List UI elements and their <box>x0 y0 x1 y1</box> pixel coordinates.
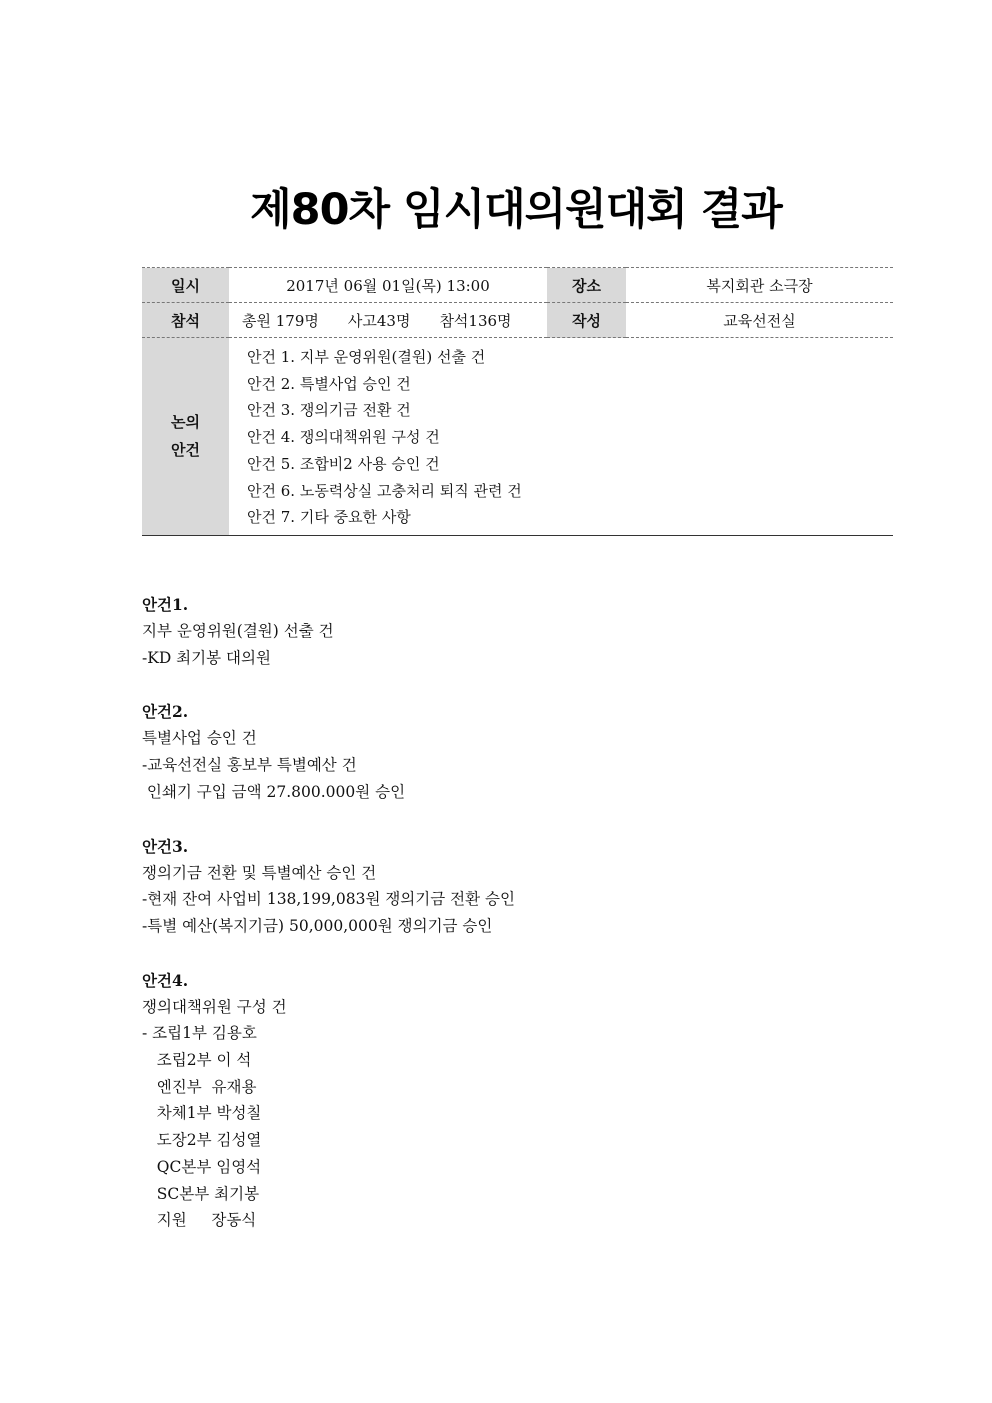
section-heading: 안건2. <box>142 702 189 722</box>
section-line: - 조립1부 김용호 <box>142 1024 257 1043</box>
section-line: 지원 장동식 <box>142 1211 257 1230</box>
agenda-item: 안건 1. 지부 운영위원(결원) 선출 건 <box>247 348 486 366</box>
attend-value <box>229 303 547 338</box>
attend-absent: 사고43명 <box>347 311 411 330</box>
section-line: -특별 예산(복지기금) 50,000,000원 쟁의기금 승인 <box>142 916 493 935</box>
section-agenda-1 <box>142 591 902 671</box>
section-agenda-3 <box>142 833 902 940</box>
section-agenda-4 <box>142 967 902 1234</box>
section-line: 쟁의기금 전환 및 특별예산 승인 건 <box>142 863 377 882</box>
agenda-item: 안건 6. 노동력상실 고충처리 퇴직 관련 건 <box>247 481 522 500</box>
place-label: 장소 <box>547 268 626 303</box>
attend-present: 참석136명 <box>439 311 512 330</box>
date-value: 2017년 06월 01일(목) 13:00 <box>229 268 547 303</box>
section-line: 도장2부 김성열 <box>142 1131 262 1150</box>
section-line: -교육선전실 홍보부 특별예산 건 <box>142 756 357 775</box>
date-label: 일시 <box>142 268 229 303</box>
section-heading: 안건3. <box>142 836 189 856</box>
section-line: -현재 잔여 사업비 138,199,083원 쟁의기금 전환 승인 <box>142 890 515 909</box>
agenda-item: 안건 5. 조합비2 사용 승인 건 <box>247 454 440 473</box>
section-line: SC본부 최기봉 <box>142 1184 260 1203</box>
writer-label: 작성 <box>547 303 626 338</box>
place-value: 복지회관 소극장 <box>626 268 893 303</box>
writer-value: 교육선전실 <box>626 303 893 338</box>
info-row-attendance <box>142 303 893 338</box>
section-line: QC본부 임영석 <box>142 1157 262 1176</box>
info-row-agenda <box>142 338 893 536</box>
agenda-label-line-1: 논의 <box>171 413 200 432</box>
section-line: 엔진부 유재용 <box>142 1077 257 1096</box>
meeting-info-table <box>142 267 893 536</box>
agenda-list <box>229 338 893 536</box>
agenda-item: 안건 4. 쟁의대책위원 구성 건 <box>247 428 440 447</box>
document-title: 제80차 임시대의원대회 결과 <box>250 185 782 235</box>
section-line: 차체1부 박성칠 <box>142 1104 262 1123</box>
section-line: 특별사업 승인 건 <box>142 729 257 748</box>
attend-label: 참석 <box>142 303 229 338</box>
agenda-item: 안건 3. 쟁의기금 전환 건 <box>247 401 411 420</box>
section-heading: 안건1. <box>142 595 189 614</box>
agenda-label <box>142 338 229 536</box>
info-row-date <box>142 268 893 303</box>
agenda-item: 안건 2. 특별사업 승인 건 <box>247 374 411 393</box>
section-line: -KD 최기봉 대의원 <box>142 648 271 667</box>
section-line: 쟁의대책위원 구성 건 <box>142 997 287 1016</box>
section-line: 인쇄기 구입 금액 27.800.000원 승인 <box>142 782 406 801</box>
agenda-label-line-2: 안건 <box>171 441 200 460</box>
section-heading: 안건4. <box>142 970 189 990</box>
section-line: 지부 운영위원(결원) 선출 건 <box>142 622 334 640</box>
agenda-results <box>142 591 902 1261</box>
attend-total: 총원 179명 <box>242 311 319 330</box>
section-line: 조립2부 이 석 <box>142 1051 252 1070</box>
agenda-item: 안건 7. 기타 중요한 사항 <box>247 508 411 527</box>
section-agenda-2 <box>142 698 902 805</box>
